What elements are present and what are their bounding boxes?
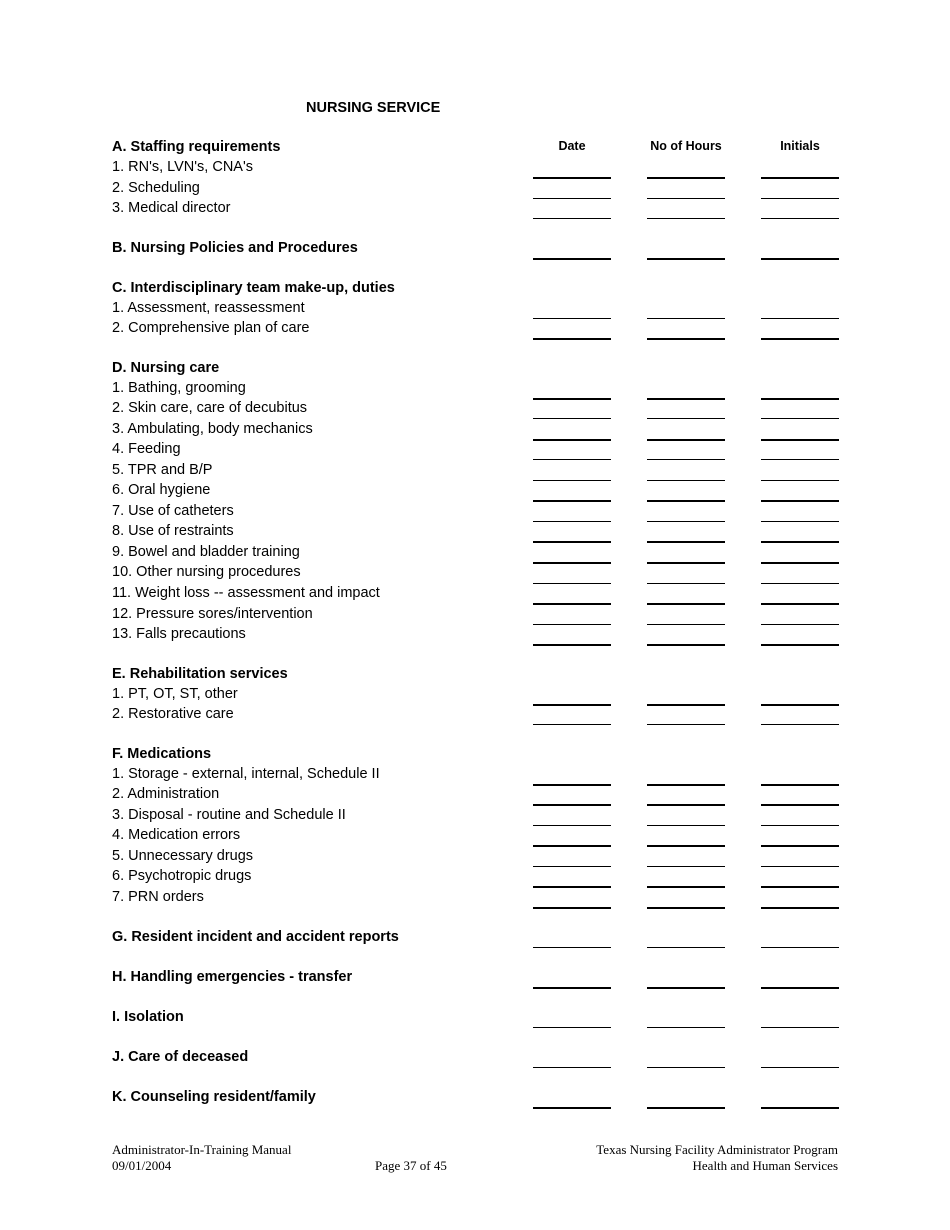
hours-line (647, 418, 725, 419)
date-line (533, 704, 611, 706)
hours-line (647, 886, 725, 888)
date-line (533, 480, 611, 481)
hours-line (647, 521, 725, 522)
hours-line (647, 947, 725, 948)
hours-line (647, 845, 725, 847)
hours-line (647, 624, 725, 625)
date-line (533, 583, 611, 584)
initials-line (761, 724, 839, 725)
date-line (533, 724, 611, 725)
hours-line (647, 907, 725, 909)
initials-line (761, 886, 839, 888)
section-heading: H. Handling emergencies - transfer (112, 969, 353, 985)
initials-line (761, 418, 839, 419)
section-heading: C. Interdisciplinary team make-up, duties (112, 280, 395, 296)
date-line (533, 318, 611, 319)
initials-line (761, 947, 839, 948)
date-line (533, 603, 611, 605)
hours-line (647, 480, 725, 481)
manual-date: 09/01/2004 (112, 1158, 172, 1173)
hours-line (647, 318, 725, 319)
hours-line (647, 1027, 725, 1028)
initials-line (761, 804, 839, 806)
checklist-item: 7. PRN orders (112, 889, 204, 905)
hours-line (647, 500, 725, 502)
date-line (533, 218, 611, 219)
date-line (533, 825, 611, 826)
checklist-item: 11. Weight loss -- assessment and impact (112, 585, 380, 601)
initials-line (761, 318, 839, 319)
date-line (533, 947, 611, 948)
date-line (533, 439, 611, 441)
date-line (533, 987, 611, 989)
initials-line (761, 541, 839, 543)
initials-line (761, 480, 839, 481)
section-heading: A. Staffing requirements (112, 139, 281, 155)
column-header-date: Date (558, 139, 586, 153)
date-line (533, 1107, 611, 1109)
initials-line (761, 704, 839, 706)
hours-line (647, 562, 725, 564)
checklist-item: 6. Oral hygiene (112, 482, 211, 498)
section-heading: K. Counseling resident/family (112, 1089, 316, 1105)
section-heading: D. Nursing care (112, 360, 220, 376)
hours-line (647, 439, 725, 441)
date-line (533, 845, 611, 847)
checklist-item: 2. Scheduling (112, 180, 200, 196)
date-line (533, 784, 611, 786)
hours-line (647, 218, 725, 219)
initials-line (761, 198, 839, 199)
date-line (533, 644, 611, 646)
checklist-item: 3. Disposal - routine and Schedule II (112, 807, 346, 823)
hours-line (647, 1107, 725, 1109)
checklist-item: 13. Falls precautions (112, 626, 246, 642)
checklist-item: 2. Administration (112, 786, 220, 802)
column-header-initials: Initials (780, 139, 820, 153)
checklist-item: 1. RN's, LVN's, CNA's (112, 159, 253, 175)
manual-title: Administrator-In-Training Manual (112, 1142, 292, 1157)
initials-line (761, 907, 839, 909)
initials-line (761, 1027, 839, 1028)
hours-line (647, 987, 725, 989)
checklist-item: 1. Storage - external, internal, Schedule II (112, 766, 380, 782)
section-heading: G. Resident incident and accident reports (112, 929, 399, 945)
checklist-item: 8. Use of restraints (112, 523, 234, 539)
section-heading: B. Nursing Policies and Procedures (112, 240, 358, 256)
initials-line (761, 398, 839, 400)
checklist-item: 1. Bathing, grooming (112, 380, 246, 396)
section-heading: I. Isolation (112, 1009, 184, 1025)
date-line (533, 907, 611, 909)
hours-line (647, 258, 725, 260)
initials-line (761, 1067, 839, 1068)
initials-line (761, 825, 839, 826)
footer-right (596, 1142, 838, 1174)
initials-line (761, 583, 839, 584)
checklist-item: 2. Skin care, care of decubitus (112, 400, 308, 416)
date-line (533, 177, 611, 179)
date-line (533, 866, 611, 867)
date-line (533, 804, 611, 806)
hours-line (647, 644, 725, 646)
hours-line (647, 1067, 725, 1068)
checklist-item: 4. Medication errors (112, 827, 241, 843)
checklist-item: 5. Unnecessary drugs (112, 848, 254, 864)
initials-line (761, 439, 839, 441)
checklist-item: 12. Pressure sores/intervention (112, 606, 313, 622)
date-line (533, 398, 611, 400)
initials-line (761, 459, 839, 460)
checklist-item: 6. Psychotropic drugs (112, 868, 252, 884)
initials-line (761, 1107, 839, 1109)
initials-line (761, 624, 839, 625)
checklist-item: 4. Feeding (112, 441, 181, 457)
date-line (533, 418, 611, 419)
initials-line (761, 521, 839, 522)
program-name: Texas Nursing Facility Administrator Program (596, 1142, 838, 1157)
checklist-item: 10. Other nursing procedures (112, 564, 301, 580)
initials-line (761, 338, 839, 340)
initials-line (761, 258, 839, 260)
initials-line (761, 784, 839, 786)
checklist-item: 7. Use of catheters (112, 503, 234, 519)
initials-line (761, 562, 839, 564)
hours-line (647, 825, 725, 826)
date-line (533, 521, 611, 522)
checklist-item: 5. TPR and B/P (112, 462, 213, 478)
page-number: Page 37 of 45 (375, 1158, 447, 1173)
hours-line (647, 541, 725, 543)
checklist-item: 2. Restorative care (112, 706, 234, 722)
footer-left (112, 1142, 291, 1174)
page-title: NURSING SERVICE (306, 100, 441, 116)
initials-line (761, 987, 839, 989)
checklist-item: 3. Medical director (112, 200, 231, 216)
checklist-item: 3. Ambulating, body mechanics (112, 421, 313, 437)
initials-line (761, 603, 839, 605)
checklist-item: 1. PT, OT, ST, other (112, 686, 238, 702)
date-line (533, 338, 611, 340)
checklist-item: 1. Assessment, reassessment (112, 300, 305, 316)
hours-line (647, 866, 725, 867)
date-line (533, 562, 611, 564)
date-line (533, 459, 611, 460)
section-heading: E. Rehabilitation services (112, 666, 288, 682)
initials-line (761, 866, 839, 867)
hours-line (647, 804, 725, 806)
hours-line (647, 398, 725, 400)
date-line (533, 500, 611, 502)
date-line (533, 624, 611, 625)
date-line (533, 1027, 611, 1028)
hours-line (647, 198, 725, 199)
date-line (533, 258, 611, 260)
section-heading: J. Care of deceased (112, 1049, 249, 1065)
agency-name: Health and Human Services (692, 1158, 838, 1173)
hours-line (647, 459, 725, 460)
initials-line (761, 218, 839, 219)
hours-line (647, 338, 725, 340)
hours-line (647, 177, 725, 179)
hours-line (647, 704, 725, 706)
column-header-hours: No of Hours (650, 139, 722, 153)
date-line (533, 886, 611, 888)
section-heading: F. Medications (112, 746, 212, 762)
date-line (533, 541, 611, 543)
hours-line (647, 724, 725, 725)
hours-line (647, 603, 725, 605)
date-line (533, 198, 611, 199)
hours-line (647, 583, 725, 584)
hours-line (647, 784, 725, 786)
initials-line (761, 500, 839, 502)
initials-line (761, 644, 839, 646)
date-line (533, 1067, 611, 1068)
checklist-item: 9. Bowel and bladder training (112, 544, 300, 560)
checklist-item: 2. Comprehensive plan of care (112, 320, 310, 336)
initials-line (761, 177, 839, 179)
initials-line (761, 845, 839, 847)
